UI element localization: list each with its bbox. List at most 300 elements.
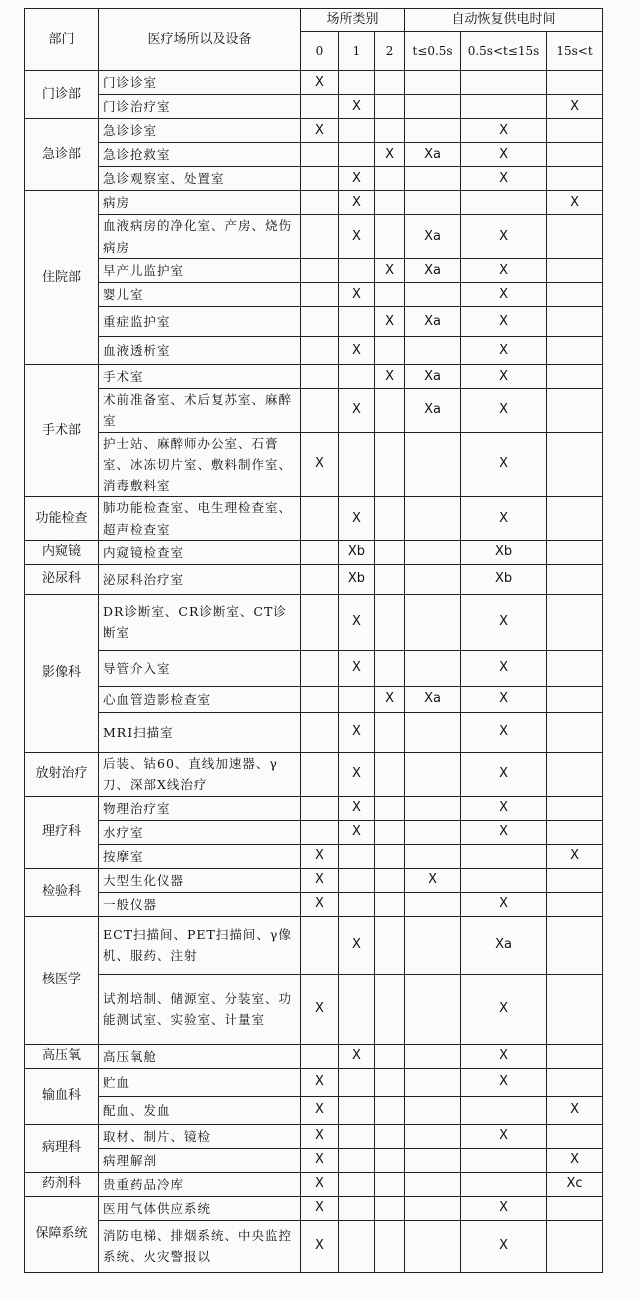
location-name: 术前准备室、术后复苏室、麻醉室 [99,389,301,433]
mark-cell-t1 [405,119,461,143]
mark-cell-c2 [375,974,405,1044]
mark-cell-c2 [375,1044,405,1068]
mark-cell-t2: X [461,283,547,307]
mark-cell-c2 [375,564,405,594]
mark-cell-c0: X [301,1196,339,1220]
mark-cell-c0: X [301,1172,339,1196]
table-row [25,844,603,868]
mark-cell-t2: X [461,1220,547,1272]
mark-cell-t3 [547,916,603,974]
location-name: 水疗室 [99,820,301,844]
location-name: 婴儿室 [99,283,301,307]
mark-cell-c0 [301,1044,339,1068]
mark-cell-c1 [339,1196,375,1220]
mark-cell-t2 [461,868,547,892]
table-row [25,215,603,259]
mark-cell-t3 [547,215,603,259]
mark-cell-c1 [339,259,375,283]
mark-cell-t3 [547,1068,603,1096]
department-name: 急诊部 [25,119,99,191]
table-row [25,95,603,119]
mark-cell-c2 [375,497,405,541]
mark-cell-c2 [375,868,405,892]
mark-cell-t3: Xc [547,1172,603,1196]
location-name: 贵重药品冷库 [99,1172,301,1196]
mark-cell-t2: X [461,1124,547,1148]
location-name: 试剂培制、储源室、分装室、功能测试室、实验室、计量室 [99,974,301,1044]
mark-cell-c2 [375,796,405,820]
mark-cell-c1: X [339,712,375,752]
location-name: 重症监护室 [99,307,301,337]
table-row [25,143,603,167]
mark-cell-t1: Xa [405,307,461,337]
table-body [25,71,603,1273]
department-name: 内窥镜 [25,540,99,564]
department-name: 门诊部 [25,71,99,119]
mark-cell-c0 [301,540,339,564]
mark-cell-t2: X [461,167,547,191]
mark-cell-t2 [461,1172,547,1196]
mark-cell-t2: X [461,307,547,337]
mark-cell-c2 [375,71,405,95]
mark-cell-t2: X [461,365,547,389]
mark-cell-c1 [339,1172,375,1196]
table-row [25,916,603,974]
location-name: 手术室 [99,365,301,389]
mark-cell-t2 [461,1096,547,1124]
mark-cell-t2 [461,71,547,95]
mark-cell-c1 [339,71,375,95]
mark-cell-t1 [405,95,461,119]
mark-cell-t2: Xb [461,540,547,564]
mark-cell-c1 [339,1124,375,1148]
mark-cell-c1: X [339,337,375,365]
mark-cell-c0 [301,259,339,283]
category-header: 1 [339,32,375,71]
mark-cell-c0: X [301,892,339,916]
mark-cell-c2 [375,337,405,365]
mark-cell-t3 [547,540,603,564]
category-header: 2 [375,32,405,71]
location-name: 后装、钴60、直线加速器、γ刀、深部X线治疗 [99,752,301,796]
mark-cell-t3 [547,686,603,712]
mark-cell-c1 [339,143,375,167]
mark-cell-c0 [301,337,339,365]
mark-cell-c1 [339,365,375,389]
mark-cell-c0 [301,594,339,650]
mark-cell-t2: X [461,432,547,497]
mark-cell-c0 [301,650,339,686]
mark-cell-t1 [405,1068,461,1096]
mark-cell-c1 [339,686,375,712]
table-row [25,796,603,820]
location-name: 消防电梯、排烟系统、中央监控系统、火灾警报以 [99,1220,301,1272]
location-name: 急诊观察室、处置室 [99,167,301,191]
mark-cell-c2: X [375,259,405,283]
location-name: 取材、制片、镜检 [99,1124,301,1148]
mark-cell-t3 [547,259,603,283]
mark-cell-c1 [339,1220,375,1272]
time-header: 15s<t [547,32,603,71]
mark-cell-t3 [547,389,603,433]
mark-cell-t3: X [547,844,603,868]
time-group-header: 自动恢复供电时间 [405,9,603,32]
mark-cell-c1 [339,1148,375,1172]
mark-cell-t2 [461,844,547,868]
mark-cell-t1 [405,432,461,497]
table-row [25,820,603,844]
mark-cell-t1: Xa [405,215,461,259]
mark-cell-c2 [375,1172,405,1196]
table-row [25,283,603,307]
mark-cell-t3 [547,432,603,497]
table-row [25,389,603,433]
power-supply-table [24,8,603,1273]
mark-cell-t3 [547,796,603,820]
mark-cell-c1 [339,844,375,868]
mark-cell-c0: X [301,868,339,892]
location-name: 急诊诊室 [99,119,301,143]
mark-cell-c0 [301,389,339,433]
mark-cell-t2: X [461,796,547,820]
department-name: 功能检查 [25,497,99,541]
mark-cell-t1 [405,337,461,365]
mark-cell-t2: X [461,119,547,143]
mark-cell-c2 [375,215,405,259]
mark-cell-c1 [339,1068,375,1096]
mark-cell-c1: X [339,820,375,844]
mark-cell-t1: Xa [405,365,461,389]
table-row [25,1044,603,1068]
mark-cell-t3 [547,307,603,337]
mark-cell-t3 [547,337,603,365]
mark-cell-t1 [405,650,461,686]
mark-cell-c2 [375,1096,405,1124]
department-name: 检验科 [25,868,99,916]
mark-cell-c2 [375,1068,405,1096]
mark-cell-t2 [461,191,547,215]
mark-cell-t1 [405,1124,461,1148]
mark-cell-c1: X [339,389,375,433]
time-header: t≤0.5s [405,32,461,71]
mark-cell-c2 [375,540,405,564]
location-name: 贮血 [99,1068,301,1096]
mark-cell-c2 [375,1124,405,1148]
location-name: 配血、发血 [99,1096,301,1124]
table-row [25,1096,603,1124]
table-row [25,540,603,564]
mark-cell-t3 [547,868,603,892]
mark-cell-t2 [461,95,547,119]
table-row [25,259,603,283]
mark-cell-c0: X [301,1220,339,1272]
mark-cell-c0: X [301,974,339,1044]
location-name: 内窥镜检查室 [99,540,301,564]
mark-cell-t3 [547,1220,603,1272]
mark-cell-t1: Xa [405,389,461,433]
mark-cell-t1 [405,820,461,844]
mark-cell-c0 [301,167,339,191]
mark-cell-c0: X [301,1124,339,1148]
department-name: 高压氧 [25,1044,99,1068]
mark-cell-c0 [301,307,339,337]
location-name: 门诊诊室 [99,71,301,95]
mark-cell-t3 [547,1124,603,1148]
mark-cell-t1 [405,191,461,215]
mark-cell-c1: X [339,167,375,191]
table-row [25,1124,603,1148]
mark-cell-c1: X [339,95,375,119]
mark-cell-t3 [547,1044,603,1068]
mark-cell-c2 [375,1196,405,1220]
mark-cell-c0 [301,712,339,752]
mark-cell-c1 [339,432,375,497]
mark-cell-t3 [547,283,603,307]
location-header: 医疗场所以及设备 [99,9,301,71]
location-name: DR诊断室、CR诊断室、CT诊断室 [99,594,301,650]
mark-cell-t2: X [461,497,547,541]
table-row [25,1068,603,1096]
mark-cell-t3 [547,143,603,167]
department-name: 影像科 [25,594,99,752]
mark-cell-c0 [301,497,339,541]
department-name: 放射治疗 [25,752,99,796]
mark-cell-t2 [461,1148,547,1172]
table-row [25,1196,603,1220]
mark-cell-t3 [547,1196,603,1220]
table-row [25,974,603,1044]
mark-cell-c1: Xb [339,564,375,594]
table-row [25,307,603,337]
mark-cell-t3 [547,974,603,1044]
mark-cell-t3 [547,892,603,916]
location-name: ECT扫描间、PET扫描间、γ像机、服药、注射 [99,916,301,974]
mark-cell-c1: X [339,191,375,215]
mark-cell-c2 [375,844,405,868]
mark-cell-t1 [405,796,461,820]
mark-cell-c2 [375,119,405,143]
mark-cell-c2 [375,712,405,752]
mark-cell-c1 [339,119,375,143]
mark-cell-c0: X [301,1096,339,1124]
mark-cell-c1: X [339,916,375,974]
mark-cell-c0 [301,796,339,820]
table-row [25,892,603,916]
location-name: 物理治疗室 [99,796,301,820]
location-name: 按摩室 [99,844,301,868]
location-name: 肺功能检查室、电生理检查室、超声检查室 [99,497,301,541]
mark-cell-t3 [547,650,603,686]
mark-cell-c2 [375,432,405,497]
table-row [25,752,603,796]
location-name: 泌尿科治疗室 [99,564,301,594]
location-name: 病房 [99,191,301,215]
location-name: 护士站、麻醉师办公室、石膏室、冰冻切片室、敷料制作室、消毒敷料室 [99,432,301,497]
mark-cell-t3 [547,564,603,594]
mark-cell-c2: X [375,307,405,337]
mark-cell-t3 [547,365,603,389]
table-row [25,337,603,365]
location-name: 急诊抢救室 [99,143,301,167]
mark-cell-c0 [301,95,339,119]
mark-cell-c1 [339,974,375,1044]
mark-cell-c2 [375,916,405,974]
mark-cell-t2: X [461,143,547,167]
department-name: 核医学 [25,916,99,1044]
department-name: 住院部 [25,191,99,365]
table-row [25,594,603,650]
table-row [25,712,603,752]
mark-cell-t2: X [461,686,547,712]
location-name: 心血管造影检查室 [99,686,301,712]
mark-cell-c0: X [301,844,339,868]
table-row [25,167,603,191]
mark-cell-t1 [405,1220,461,1272]
mark-cell-t3 [547,752,603,796]
mark-cell-t1 [405,974,461,1044]
mark-cell-c0 [301,143,339,167]
mark-cell-t2: X [461,389,547,433]
table-row [25,1172,603,1196]
mark-cell-c2 [375,95,405,119]
mark-cell-t2: Xa [461,916,547,974]
mark-cell-t2: X [461,594,547,650]
mark-cell-t3: X [547,191,603,215]
mark-cell-t2: X [461,752,547,796]
mark-cell-t1 [405,1172,461,1196]
mark-cell-t1 [405,1096,461,1124]
mark-cell-t1 [405,916,461,974]
table-row [25,432,603,497]
mark-cell-c0 [301,191,339,215]
mark-cell-t2: X [461,1044,547,1068]
mark-cell-t1 [405,71,461,95]
mark-cell-t2: X [461,1196,547,1220]
table-row [25,497,603,541]
mark-cell-c0 [301,283,339,307]
location-name: 病理解剖 [99,1148,301,1172]
mark-cell-t1 [405,1148,461,1172]
mark-cell-t1 [405,1044,461,1068]
mark-cell-t1: Xa [405,143,461,167]
location-name: 血液病房的净化室、产房、烧伤病房 [99,215,301,259]
mark-cell-c2: X [375,365,405,389]
table-row [25,71,603,95]
mark-cell-c2 [375,167,405,191]
location-name: 医用气体供应系统 [99,1196,301,1220]
mark-cell-t3: X [547,1148,603,1172]
mark-cell-t1 [405,844,461,868]
mark-cell-c0 [301,686,339,712]
mark-cell-t1 [405,283,461,307]
mark-cell-c1 [339,868,375,892]
mark-cell-t1 [405,1196,461,1220]
mark-cell-t2: X [461,1068,547,1096]
location-name: 血液透析室 [99,337,301,365]
mark-cell-c0: X [301,119,339,143]
mark-cell-c1 [339,892,375,916]
table-row [25,365,603,389]
mark-cell-c2: X [375,143,405,167]
mark-cell-c2: X [375,686,405,712]
mark-cell-c1: X [339,650,375,686]
mark-cell-t1 [405,712,461,752]
mark-cell-c2 [375,892,405,916]
mark-cell-c1: X [339,796,375,820]
department-name: 保障系统 [25,1196,99,1272]
mark-cell-c1: X [339,1044,375,1068]
mark-cell-c0 [301,752,339,796]
mark-cell-c0 [301,820,339,844]
mark-cell-t3: X [547,95,603,119]
mark-cell-t2: X [461,259,547,283]
mark-cell-c2 [375,752,405,796]
mark-cell-c0: X [301,432,339,497]
mark-cell-t2: X [461,215,547,259]
mark-cell-t3 [547,71,603,95]
table-row [25,686,603,712]
location-name: 大型生化仪器 [99,868,301,892]
mark-cell-c2 [375,1148,405,1172]
department-name: 病理科 [25,1124,99,1172]
department-name: 理疗科 [25,796,99,868]
location-name: 门诊治疗室 [99,95,301,119]
mark-cell-t1: Xa [405,259,461,283]
mark-cell-t1 [405,752,461,796]
mark-cell-t3 [547,712,603,752]
table-row [25,119,603,143]
mark-cell-t1 [405,564,461,594]
location-name: 一般仪器 [99,892,301,916]
mark-cell-t2: X [461,712,547,752]
location-name: 高压氧舱 [99,1044,301,1068]
mark-cell-c0 [301,916,339,974]
category-header: 0 [301,32,339,71]
header-row-1 [25,9,603,32]
mark-cell-c2 [375,283,405,307]
mark-cell-c0 [301,564,339,594]
mark-cell-t3: X [547,1096,603,1124]
mark-cell-c1: X [339,497,375,541]
mark-cell-c1: X [339,594,375,650]
location-name: 导管介入室 [99,650,301,686]
mark-cell-c0 [301,215,339,259]
mark-cell-t1 [405,540,461,564]
mark-cell-c2 [375,650,405,686]
mark-cell-c1: X [339,215,375,259]
mark-cell-c2 [375,594,405,650]
mark-cell-t2: Xb [461,564,547,594]
time-header: 0.5s<t≤15s [461,32,547,71]
mark-cell-t2: X [461,650,547,686]
table-row [25,868,603,892]
mark-cell-c2 [375,389,405,433]
mark-cell-t3 [547,119,603,143]
mark-cell-t1 [405,594,461,650]
dept-header: 部门 [25,9,99,71]
mark-cell-t3 [547,594,603,650]
mark-cell-t2: X [461,892,547,916]
category-group-header: 场所类别 [301,9,405,32]
mark-cell-c2 [375,820,405,844]
location-name: MRI扫描室 [99,712,301,752]
mark-cell-c1 [339,307,375,337]
location-name: 早产儿监护室 [99,259,301,283]
mark-cell-c1: X [339,752,375,796]
mark-cell-t3 [547,497,603,541]
mark-cell-t1 [405,892,461,916]
mark-cell-t1 [405,497,461,541]
